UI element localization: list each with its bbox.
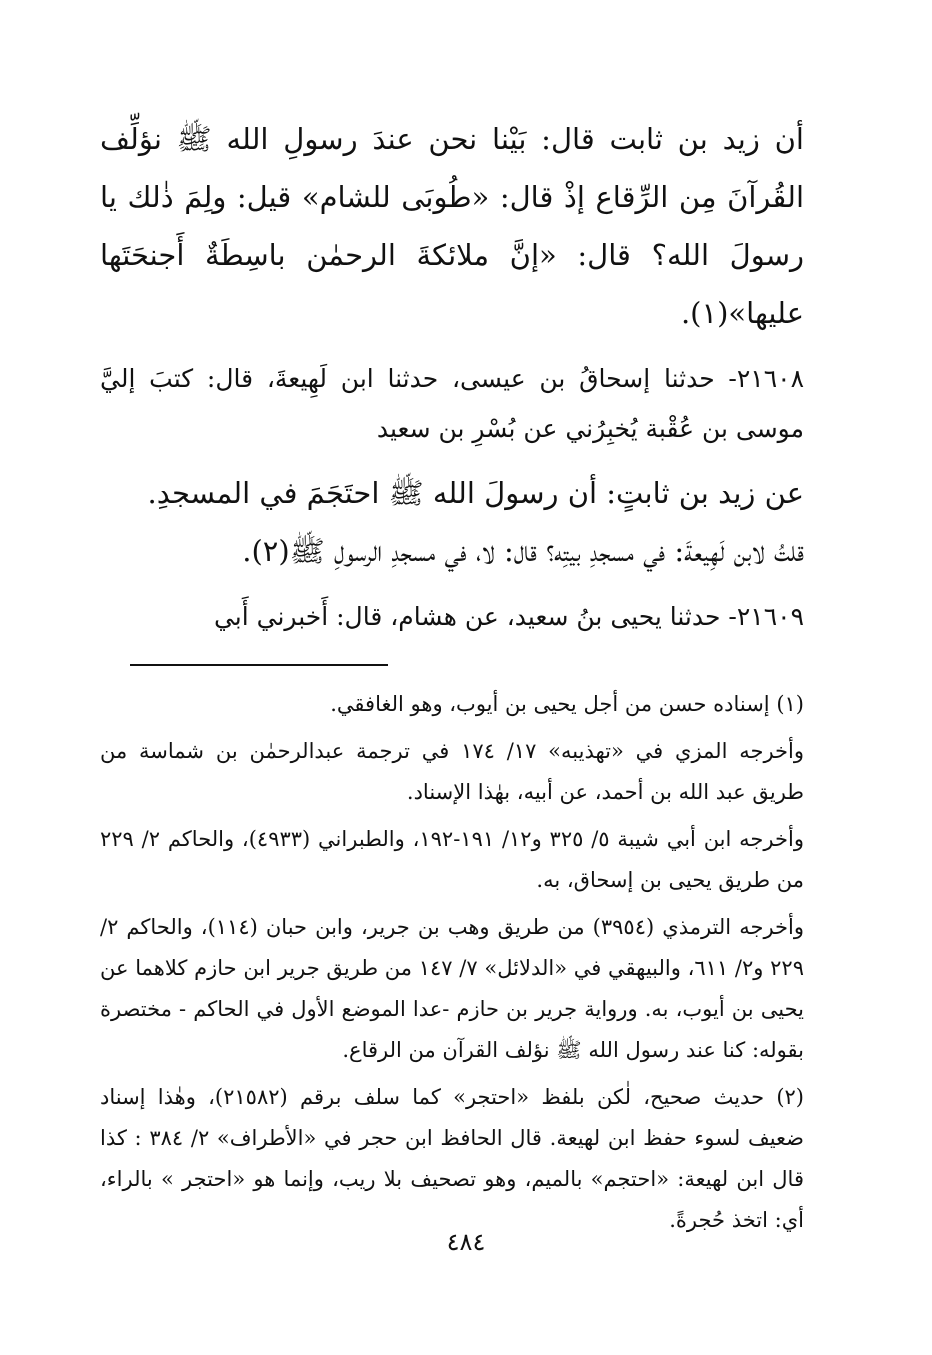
- hadith-21608-question: قلتُ لابن لَهِيعةَ: في مسجدِ بيتِه؟ قال: لا، في مسجدِ الرسولِ ﷺ(٢).: [242, 534, 804, 568]
- footnote-1-tirmidhi: وأخرجه الترمذي (٣٩٥٤) من طريق وهب بن جرير، وابن حبان (١١٤)، والحاكم ٢/ ٢٢٩ و٢/ ٦١١، والبيهقي في «الدلائل» ٧/ ١٤٧ من طريق جرير ابن حازم كلاهما عن يحيى بن أيوب، به. ورواية جرير بن حازم -عدا الموضع الأول في الحاكم - مختصرة بقوله: كنا عند رسول الله ﷺ نؤلف القرآن من الرقاع.: [100, 915, 804, 1062]
- footnote-separator: [130, 664, 388, 666]
- footnote-separator-wrap: [100, 664, 804, 666]
- hadith-21608-chain: ٢١٦٠٨- حدثنا إسحاقُ بن عيسى، حدثنا ابن لَهِيعةَ، قال: كتبَ إليَّ موسى بن عُقْبة يُخبِرُني عن بُسْرِ بن سعيد: [100, 364, 804, 443]
- hadith-text-paragraph: أن زيد بن ثابت قال: بَيْنا نحن عندَ رسولِ الله ﷺ نؤلِّف القُرآنَ مِن الرِّقاع إذْ قال: «طُوبَى للشام» قيل: ولِمَ ذٰلك يا رسولَ الله؟ قال: «إنَّ ملائكةَ الرحمٰن باسِطَةٌ أَجنحَتَها عليها»(١).: [100, 122, 804, 330]
- footnotes: [100, 684, 804, 1241]
- hadith-21609-chain: ٢١٦٠٩- حدثنا يحيى بنُ سعيد، عن هشام، قال: أَخبرني أَبي: [213, 602, 804, 631]
- footnote-1-ibn-abi-shayba: وأخرجه ابن أبي شيبة ٥/ ٣٢٥ و١٢/ ١٩١-١٩٢، والطبراني (٤٩٣٣)، والحاكم ٢/ ٢٢٩ من طريق يحيى بن إسحاق، به.: [100, 827, 804, 892]
- footnote-1-tahdhib: وأخرجه المزي في «تهذيبه» ١٧/ ١٧٤ في ترجمة عبدالرحمٰن بن شماسة من طريق عبد الله بن أحمد، عن أبيه، بهٰذا الإسناد.: [100, 739, 804, 804]
- footnote-2: (٢) حديث صحيح، لٰكن بلفظ «احتجر» كما سلف برقم (٢١٥٨٢)، وهٰذا إسناد ضعيف لسوء حفظ ابن لهيعة. قال الحافظ ابن حجر في «الأطراف» ٢/ ٣٨٤ : كذا قال ابن لهيعة: «احتجم» بالميم، وهو تصحيف بلا ريب، وإنما هو «احتجر » بالراء، أي: اتخذ حُجرةً.: [100, 1085, 804, 1232]
- main-text: [100, 110, 804, 642]
- hadith-21608-text: عن زيد بن ثابتٍ: أن رسولَ الله ﷺ احتَجَمَ في المسجدِ.: [147, 476, 804, 510]
- footnote-1: (١) إسناده حسن من أجل يحيى بن أيوب، وهو الغافقي.: [330, 692, 804, 716]
- page-number: ٤٨٤: [446, 1228, 486, 1256]
